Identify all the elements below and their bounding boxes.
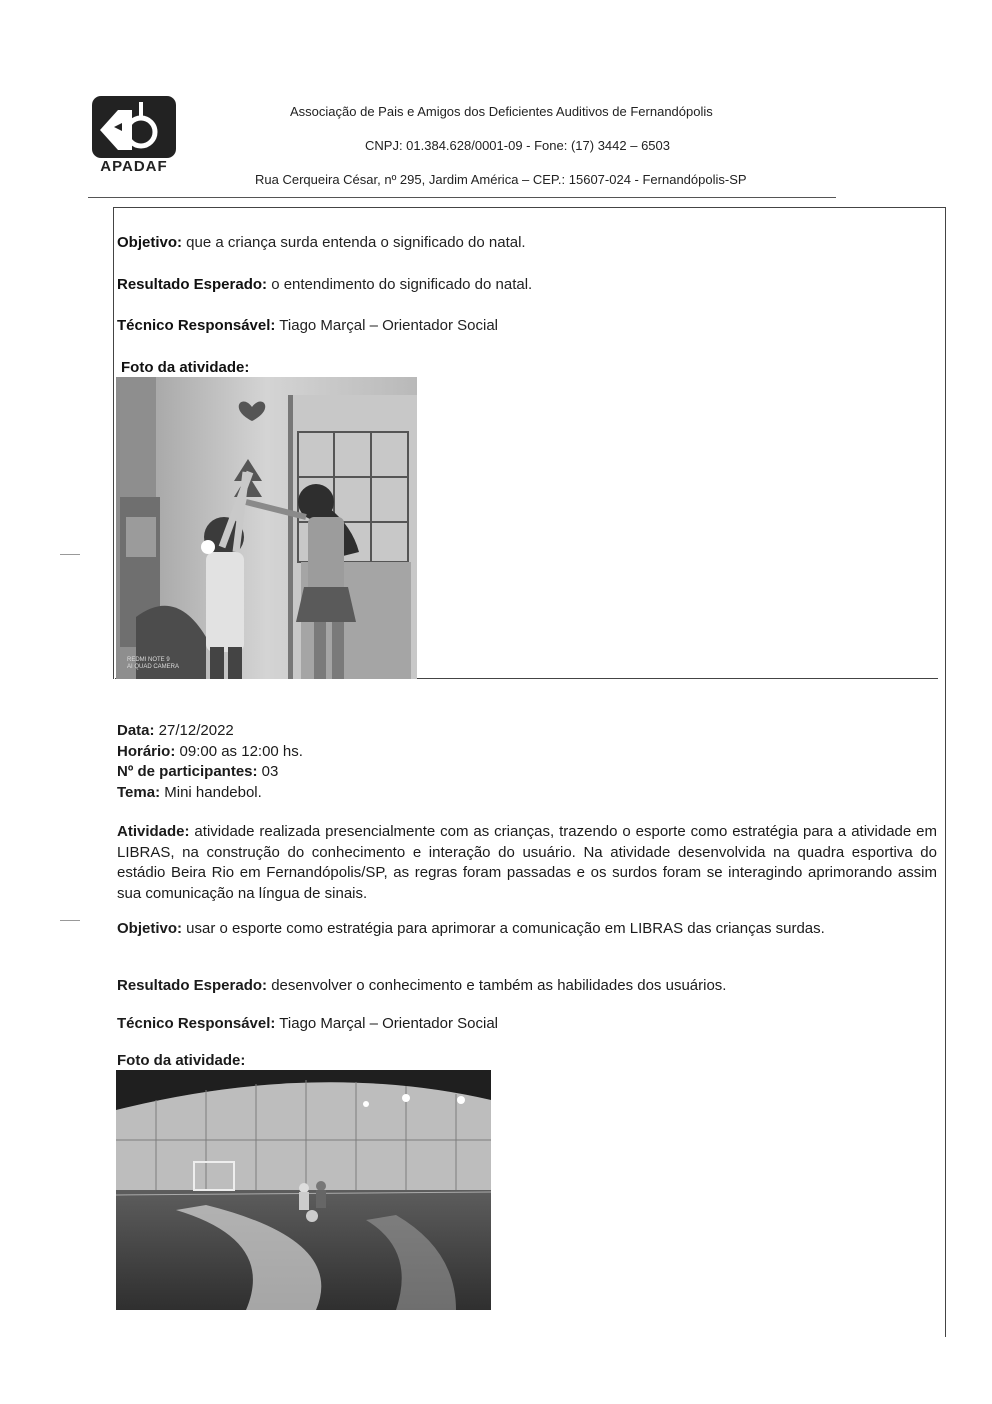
watermark-line-2: AI QUAD CAMERA (127, 664, 180, 670)
participantes-label: Nº de participantes: (117, 763, 258, 780)
resultado-2 (117, 977, 726, 994)
atividade-text: atividade realizada presencialmente com as crianças, trazendo o esporte como estratégia para a atividade em LIBRAS, na construção do conhecimento e interação do usuário. Na atividade desenvolvida na quadra esportiva do estádio Beira Rio em Fernandópolis/SP, as regras foram passadas e os surdos foram se interagindo aprimorando assim sua comunicação na língua de sinais. (117, 823, 937, 902)
atividade-paragraph (117, 822, 937, 904)
scan-mark (60, 920, 80, 921)
tecnico-text: Tiago Marçal – Orientador Social (275, 317, 498, 334)
foto-label-text: Foto da atividade: (117, 1052, 246, 1069)
activity-photo-christmas (116, 377, 417, 679)
resultado-1 (117, 275, 532, 295)
header-rule (88, 197, 836, 198)
tecnico-text: Tiago Marçal – Orientador Social (275, 1015, 498, 1032)
resultado-text: desenvolver o conhecimento e também as habilidades dos usuários. (267, 977, 727, 994)
foto-label-2 (117, 1052, 245, 1069)
tecnico-2 (117, 1015, 498, 1032)
logo-badge (92, 96, 176, 158)
photo-watermark (127, 657, 179, 671)
foto-label-text: Foto da atividade: (121, 359, 250, 376)
tema-value: Mini handebol. (160, 783, 262, 801)
objetivo-2 (117, 919, 937, 940)
data-value: 27/12/2022 (154, 722, 234, 739)
ear-symbol-icon (92, 96, 176, 158)
frame-right-border (945, 207, 946, 1337)
objetivo-text: que a criança surda entenda o significado do natal. (182, 234, 526, 251)
resultado-label: Resultado Esperado: (117, 977, 268, 994)
data-row (117, 721, 303, 742)
frame-left-border (113, 207, 114, 679)
activity-photo-handball (116, 1070, 491, 1310)
tecnico-1 (117, 316, 498, 336)
watermark-line-1: REDMI NOTE 9 (127, 657, 170, 663)
frame-top-border (113, 207, 946, 208)
org-name: Associação de Pais e Amigos dos Deficientes Auditivos de Fernandópolis (290, 104, 713, 119)
objetivo-text: usar o esporte como estratégia para aprimorar a comunicação em LIBRAS das crianças surdas. (182, 920, 825, 937)
apadaf-logo (88, 96, 180, 178)
horario-label: Horário: (117, 742, 176, 760)
resultado-text: o entendimento do significado do natal. (267, 276, 533, 293)
resultado-label: Resultado Esperado: (117, 276, 268, 293)
horario-value: 09:00 as 12:00 hs. (175, 742, 303, 760)
atividade-label: Atividade: (117, 823, 190, 840)
org-address: Rua Cerqueira César, nº 295, Jardim América – CEP.: 15607-024 - Fernandópolis-SP (255, 172, 747, 187)
org-contact: CNPJ: 01.384.628/0001-09 - Fone: (17) 3442 – 6503 (365, 138, 670, 153)
participantes-row (117, 762, 303, 783)
data-label: Data: (117, 722, 155, 739)
horario-row (117, 742, 303, 763)
scan-mark (60, 554, 80, 555)
activity-info (117, 721, 303, 803)
objetivo-label: Objetivo: (117, 920, 183, 937)
foto-label-1 (121, 358, 249, 378)
tecnico-label: Técnico Responsável: (117, 317, 276, 334)
logo-text: APADAF (100, 158, 168, 175)
tema-label: Tema: (117, 783, 161, 801)
objetivo-1 (117, 233, 526, 253)
tema-row (117, 783, 303, 804)
participantes-value: 03 (257, 763, 279, 780)
objetivo-label: Objetivo: (117, 234, 183, 251)
tecnico-label: Técnico Responsável: (117, 1015, 276, 1032)
